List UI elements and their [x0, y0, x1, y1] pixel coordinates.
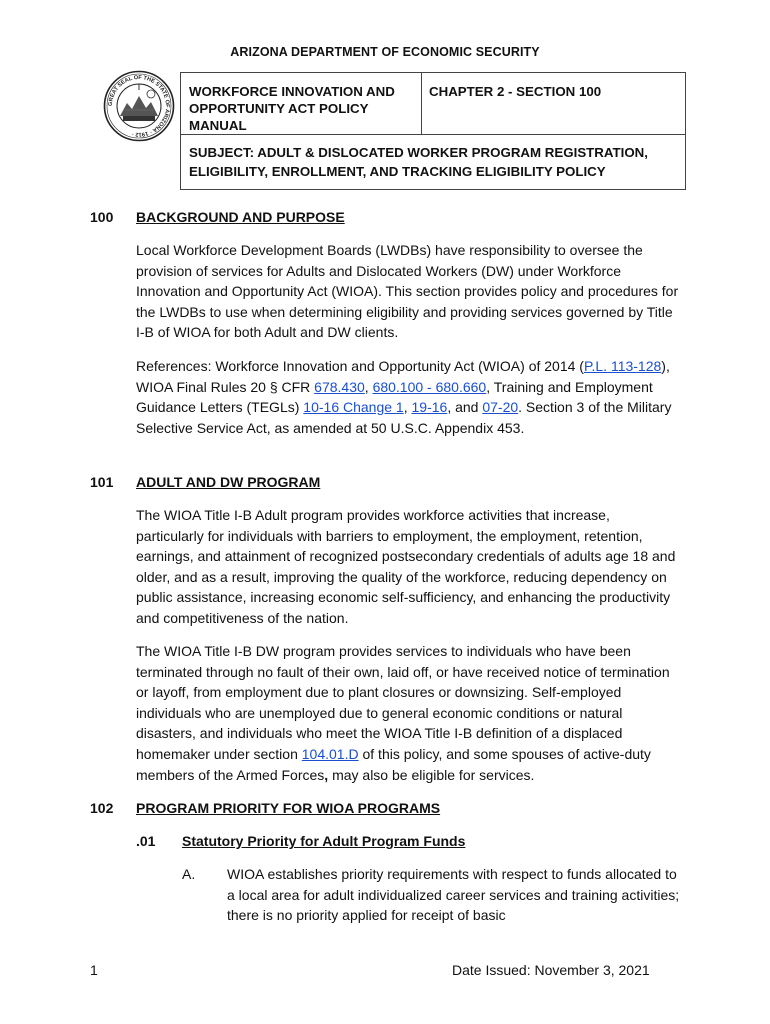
- date-issued: Date Issued: November 3, 2021: [452, 962, 650, 978]
- references-paragraph: [136, 356, 681, 438]
- subject-line: SUBJECT: ADULT & DISLOCATED WORKER PROGRAM REGISTRATION, ELIGIBILITY, ENROLLMENT, AND TRACKING ELIGIBILITY POLICY: [189, 145, 648, 179]
- section-100-paragraph: Local Workforce Development Boards (LWDBs) have responsibility to oversee the provision of services for Adults and Dislocated Workers (DW) under Workforce Innovation and Opportunity Act (WIOA). This section provides policy and procedures for the LWDBs to use when determining eligibility and providing services governed by Title I-B of WIOA for both Adult and DW clients.: [136, 242, 679, 341]
- dw-comma: ,: [324, 766, 329, 783]
- link-cfr-680[interactable]: 680.100 - 680.660: [372, 378, 487, 395]
- agency-name: ARIZONA DEPARTMENT OF ECONOMIC SECURITY: [230, 45, 540, 59]
- link-tegl-10-16[interactable]: 10-16 Change 1: [303, 399, 404, 416]
- ref-text: References: Workforce Innovation and Opportunity Act (WIOA) of 2014 (: [136, 358, 584, 374]
- state-seal-icon: [103, 70, 175, 142]
- ref-text: , Training and Employment Guidance Letters (TEGLs): [136, 378, 653, 416]
- section-101-paragraph-1: The WIOA Title I-B Adult program provides workforce activities that increase, particularly for individuals with barriers to employment, the employment, retention, earnings, and attainment of recognized postsecondary credentials of adults age 18 and older, and as a result, improving the quality of the workforce, reducing dependency on public assistance, increasing economic self-sufficiency, and enhancing the productivity and competitiveness of the nation.: [136, 507, 676, 626]
- header-table: [180, 72, 686, 190]
- item-a-text: WIOA establishes priority requirements with respect to funds allocated to a local area for adult individualized career services and training activities; there is no priority applied for receipt of basic: [227, 866, 680, 924]
- link-cfr-678-430[interactable]: 678.430: [314, 378, 365, 395]
- section-101-title: ADULT AND DW PROGRAM: [136, 474, 321, 490]
- link-tegl-19-16[interactable]: 19-16: [411, 399, 448, 416]
- manual-title: WORKFORCE INNOVATION AND OPPORTUNITY ACT POLICY MANUAL: [181, 73, 422, 135]
- item-a-letter: A.: [182, 866, 196, 882]
- section-102-number: 102: [90, 800, 114, 816]
- ref-text: . Section 3 of the Military Selective Service Act, as amended at 50 U.S.C. Appendix 453.: [136, 399, 672, 436]
- section-101-number: 101: [90, 474, 114, 490]
- section-100-title: BACKGROUND AND PURPOSE: [136, 209, 345, 225]
- section-101-paragraph-2: [136, 641, 681, 785]
- chapter-section: CHAPTER 2 - SECTION 100: [422, 73, 685, 135]
- ref-text: , and: [447, 399, 483, 416]
- page-number: 1: [90, 962, 98, 978]
- dw-text: of this policy, and some spouses of active-duty members of the Armed Forces: [136, 745, 651, 783]
- dw-text: may also be eligible for services.: [328, 766, 535, 783]
- link-tegl-07-20[interactable]: 07-20: [482, 399, 519, 416]
- ref-text: ), WIOA Final Rules 20 § CFR: [136, 358, 670, 395]
- subsection-01-number: .01: [136, 833, 156, 849]
- section-100-number: 100: [90, 209, 114, 225]
- link-section-104-01-d[interactable]: 104.01.D: [301, 745, 359, 762]
- subsection-01-title: Statutory Priority for Adult Program Funds: [182, 833, 466, 849]
- section-102-title: PROGRAM PRIORITY FOR WIOA PROGRAMS: [136, 800, 441, 816]
- ref-text: ,: [364, 378, 373, 395]
- dw-text: The WIOA Title I-B DW program provides services to individuals who have been terminated through no fault of their own, laid off, or have received notice of termination or layoff, from employment due to plant closures or downsizing. Self-employed individuals who are unemployed due to general economic conditions or natural disasters, and individuals who meet the WIOA Title I-B definition of a displaced homemaker under section: [136, 643, 670, 762]
- link-pl-113-128[interactable]: P.L. 113-128: [583, 358, 662, 374]
- svg-text:GREAT SEAL OF THE STATE OF ARI: GREAT SEAL OF THE STATE OF ARIZONA · 1912 ·: [107, 74, 171, 138]
- ref-text: ,: [403, 399, 412, 416]
